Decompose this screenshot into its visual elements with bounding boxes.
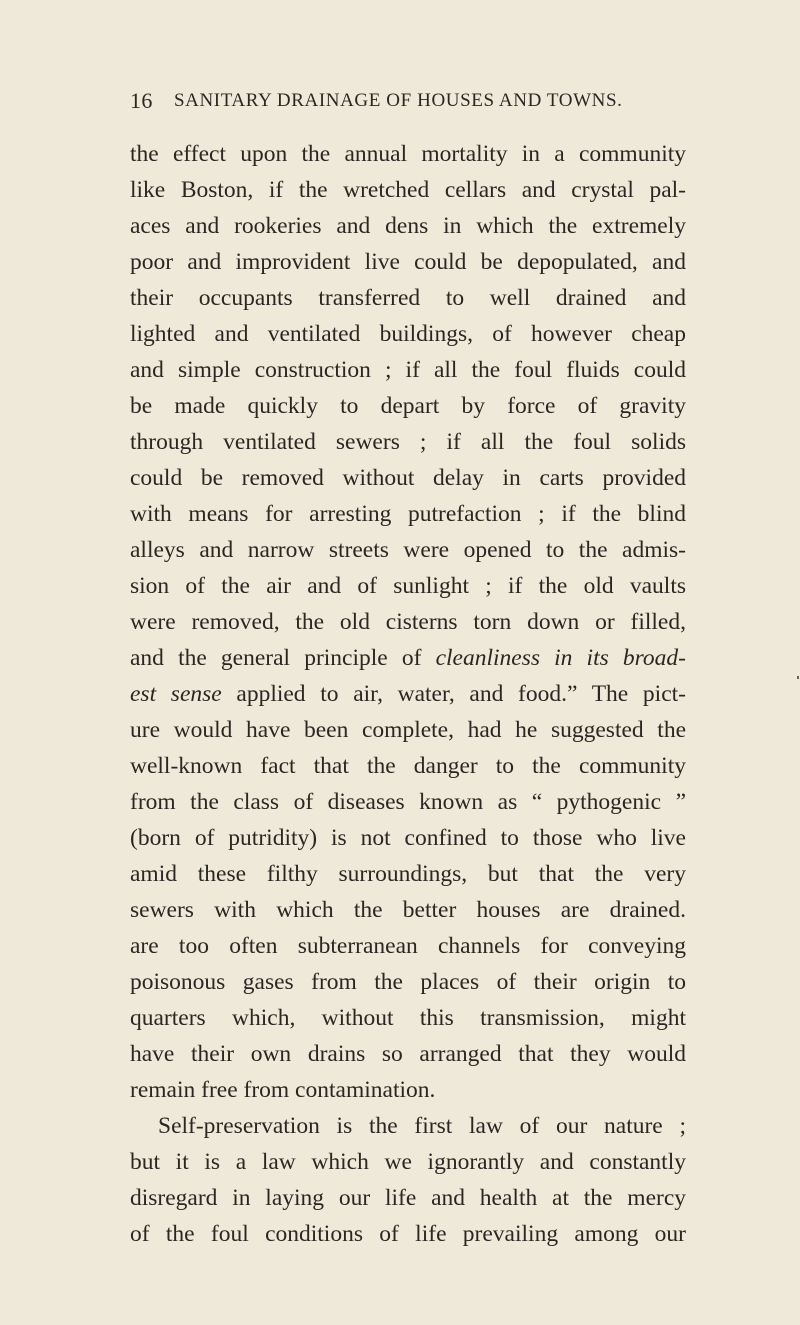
line-fragment: applied to air, water, and food.” The pict- <box>221 681 686 707</box>
running-title: SANITARY DRAINAGE OF HOUSES AND TOWNS. <box>174 90 623 111</box>
paragraph-start-line: Self-preservation is the first law of our nature ; <box>158 1113 686 1139</box>
text-line: sewers with which the better houses are drained. <box>130 897 686 923</box>
text-line: and simple construction ; if all the foul fluids could <box>130 357 686 383</box>
running-head <box>130 88 690 120</box>
text-line-emphasis <box>130 640 686 676</box>
text-line: could be removed without delay in carts provided <box>130 465 686 491</box>
text-line: disregard in laying our life and health at the mercy <box>130 1185 686 1211</box>
page-number: 16 <box>130 88 153 113</box>
text-line: with means for arresting putrefaction ; if the blind <box>130 501 686 527</box>
text-line-emphasis <box>130 676 686 712</box>
italic-phrase: cleanliness in its broad- <box>435 645 686 671</box>
text-line: of the foul conditions of life prevailing among our <box>130 1221 686 1247</box>
text-line: their occupants transferred to well drained and <box>130 285 686 311</box>
text-line: alleys and narrow streets were opened to the admis- <box>130 537 686 563</box>
text-line: quarters which, without this transmission, might <box>130 1005 686 1031</box>
text-line: like Boston, if the wretched cellars and crystal pal- <box>130 177 686 203</box>
text-line: from the class of diseases known as “ pythogenic ” <box>130 789 686 815</box>
text-line: poor and improvident live could be depopulated, and <box>130 249 686 275</box>
text-line: sion of the air and of sunlight ; if the old vaults <box>130 573 686 599</box>
text-line: remain free from contamination. <box>130 1077 436 1103</box>
text-line: are too often subterranean channels for conveying <box>130 933 686 959</box>
text-line: but it is a law which we ignorantly and constantly <box>130 1149 686 1175</box>
paper-speck <box>797 676 799 679</box>
body-text <box>130 136 686 1252</box>
text-line: the effect upon the annual mortality in a community <box>130 141 686 167</box>
text-line: amid these filthy surroundings, but that the very <box>130 861 686 887</box>
text-line: through ventilated sewers ; if all the foul solids <box>130 429 686 455</box>
text-line: have their own drains so arranged that they would <box>130 1041 686 1067</box>
text-line: aces and rookeries and dens in which the extremely <box>130 213 686 239</box>
text-line: ure would have been complete, had he suggested the <box>130 717 686 743</box>
text-line: poisonous gases from the places of their origin to <box>130 969 686 995</box>
text-line: well-known fact that the danger to the community <box>130 753 686 779</box>
italic-phrase: est sense <box>130 681 222 707</box>
text-line: were removed, the old cisterns torn down or filled, <box>130 609 686 635</box>
text-line: lighted and ventilated buildings, of however cheap <box>130 321 686 347</box>
line-fragment: and the general principle of <box>130 645 436 671</box>
text-line: (born of putridity) is not confined to those who live <box>130 825 686 851</box>
text-line: be made quickly to depart by force of gravity <box>130 393 686 419</box>
